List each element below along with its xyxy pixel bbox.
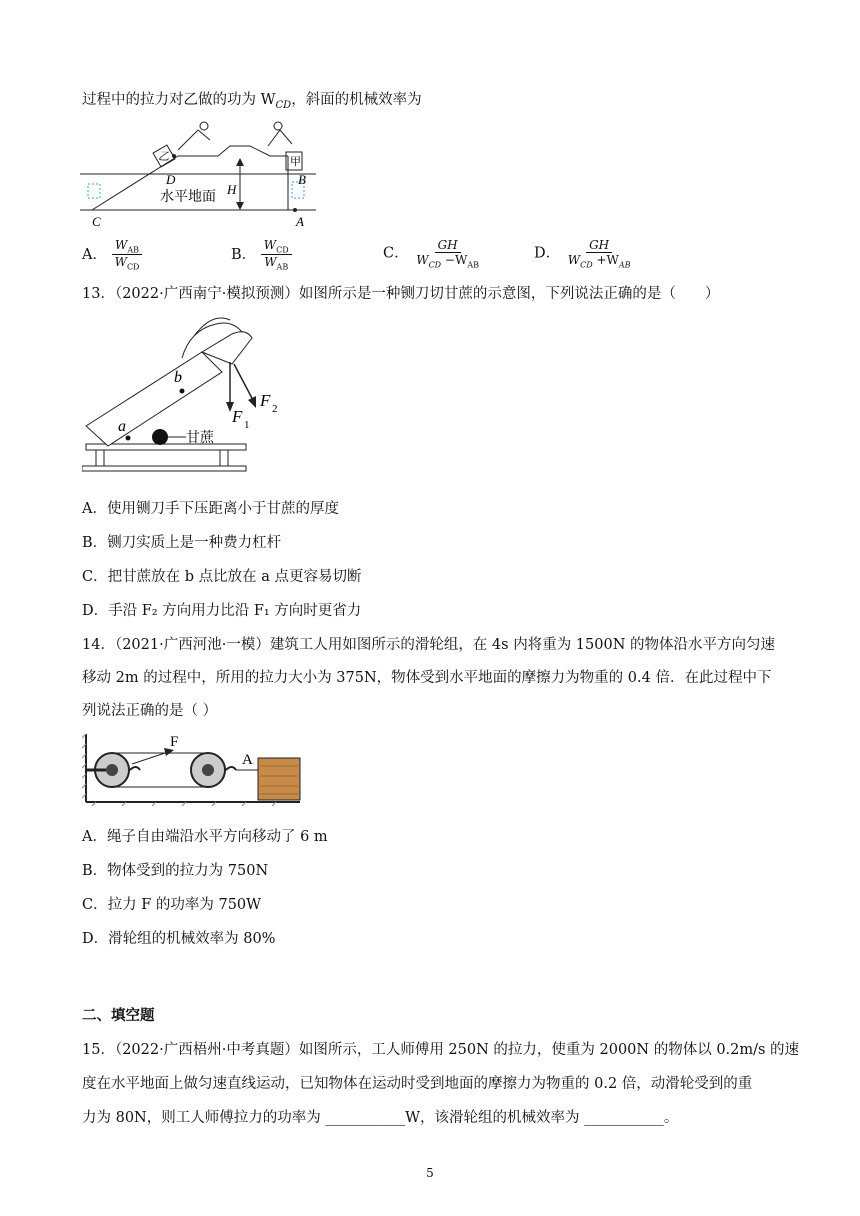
q12-option-d[interactable]: [534, 238, 634, 269]
point-a-label: a: [118, 418, 126, 435]
pulley-figure: [82, 728, 304, 810]
F2-label: F: [260, 391, 271, 410]
q15-line-2: 度在水平地面上做匀速直线运动，已知物体在运动时受到地面的摩擦力为物重的 0.2 倍，动滑轮受到的重: [82, 1076, 753, 1092]
F1-sub: 1: [244, 419, 250, 431]
fraction-num: GH: [437, 238, 458, 252]
q12-option-b[interactable]: [231, 238, 292, 272]
label-A: A: [296, 214, 304, 229]
q14-stem-line-1: 14．（2021·广西河池·一模）建筑工人用如图所示的滑轮组，在 4s 内将重为 1500N 的物体沿水平方向匀速: [82, 637, 776, 653]
q12-option-c[interactable]: [383, 238, 482, 269]
cutter-figure: [82, 316, 282, 476]
option-letter: C．: [383, 245, 409, 262]
option-letter: B．: [231, 246, 257, 263]
fraction-den-sub: CD: [580, 260, 593, 270]
q15-line-1: 15．（2022·广西梧州·中考真题）如图所示，工人师傅用 250N 的拉力，使重为 2000N 的物体以 0.2m/s 的速: [82, 1042, 800, 1058]
point-A-label: A: [242, 752, 253, 768]
fraction-den-sub: CD: [126, 262, 140, 272]
q14-option-b[interactable]: B．物体受到的拉力为 750N: [82, 863, 269, 879]
fraction: [112, 238, 143, 272]
label-H: H: [227, 182, 237, 197]
label-C: C: [92, 214, 101, 229]
fraction-den-sub: CD: [428, 260, 442, 270]
F2-sub: 2: [272, 403, 278, 415]
q14-option-a[interactable]: A．绳子自由端沿水平方向移动了 6 m: [82, 829, 328, 845]
fraction-num: W: [263, 238, 277, 252]
q14-option-c[interactable]: C．拉力 F 的功率为 750W: [82, 897, 262, 913]
sugarcane-label: 甘蔗: [186, 431, 214, 446]
label-jia: 甲: [290, 156, 301, 168]
section-heading: 二、填空题: [82, 1007, 155, 1024]
fraction: [413, 238, 482, 269]
fraction-den-sub2: AB: [467, 260, 479, 270]
option-letter: D．: [534, 245, 561, 262]
intro-sub: CD: [275, 99, 292, 111]
fraction-num: W: [115, 238, 128, 252]
q13-stem: 13．（2022·广西南宁·模拟预测）如图所示是一种铡刀切甘蔗的示意图，下列说法正确的是（ ）: [82, 286, 720, 302]
fraction-den: W: [416, 253, 429, 267]
fraction-op: +W: [592, 253, 619, 267]
fraction-num: GH: [589, 238, 610, 252]
q13-option-d[interactable]: D．手沿 F₂ 方向用力比沿 F₁ 方向时更省力: [82, 603, 362, 619]
label-D: D: [166, 172, 176, 187]
q13-option-c[interactable]: C．把甘蔗放在 b 点比放在 a 点更容易切断: [82, 569, 362, 585]
force-F-label: F: [170, 734, 179, 750]
fraction-den-sub2: AB: [618, 260, 631, 270]
label-ground: 水平地面: [160, 190, 216, 205]
fraction-op: −W: [441, 253, 468, 267]
q13-option-a[interactable]: A．使用铡刀手下压距离小于甘蔗的厚度: [82, 501, 339, 517]
q12-option-a[interactable]: [82, 238, 142, 272]
fraction: [261, 238, 292, 272]
intro-text: 过程中的拉力对乙做的功为 W: [82, 92, 276, 108]
q14-stem-line-3: 列说法正确的是（ ）: [82, 703, 218, 719]
q15-line-3[interactable]: 力为 80N，则工人师傅拉力的功率为 ___________W，该滑轮组的机械效率为 ___________。: [82, 1110, 679, 1126]
fraction-den: W: [264, 255, 277, 270]
point-b-label: b: [174, 369, 182, 386]
fraction-den-sub: AB: [276, 262, 289, 272]
F1-label: F: [232, 407, 243, 426]
fraction-den: W: [114, 255, 127, 270]
q13-option-b[interactable]: B．铡刀实质上是一种费力杠杆: [82, 535, 282, 551]
fraction-num-sub: CD: [276, 245, 289, 255]
fraction-den: W: [567, 253, 581, 267]
label-yi: 乙: [158, 151, 169, 163]
page-number: 5: [426, 1166, 434, 1180]
fraction: [565, 238, 634, 269]
label-B: B: [298, 172, 306, 187]
fraction-num-sub: AB: [127, 245, 140, 255]
intro-line: [82, 88, 422, 111]
q14-option-d[interactable]: D．滑轮组的机械效率为 80%: [82, 931, 276, 947]
intro-tail: ，斜面的机械效率为: [291, 92, 422, 108]
q14-stem-line-2: 移动 2m 的过程中，所用的拉力大小为 375N，物体受到水平地面的摩擦力为物重的 0.4 倍．在此过程中下: [82, 670, 772, 686]
incline-figure: [80, 116, 320, 230]
option-letter: A．: [82, 246, 107, 263]
